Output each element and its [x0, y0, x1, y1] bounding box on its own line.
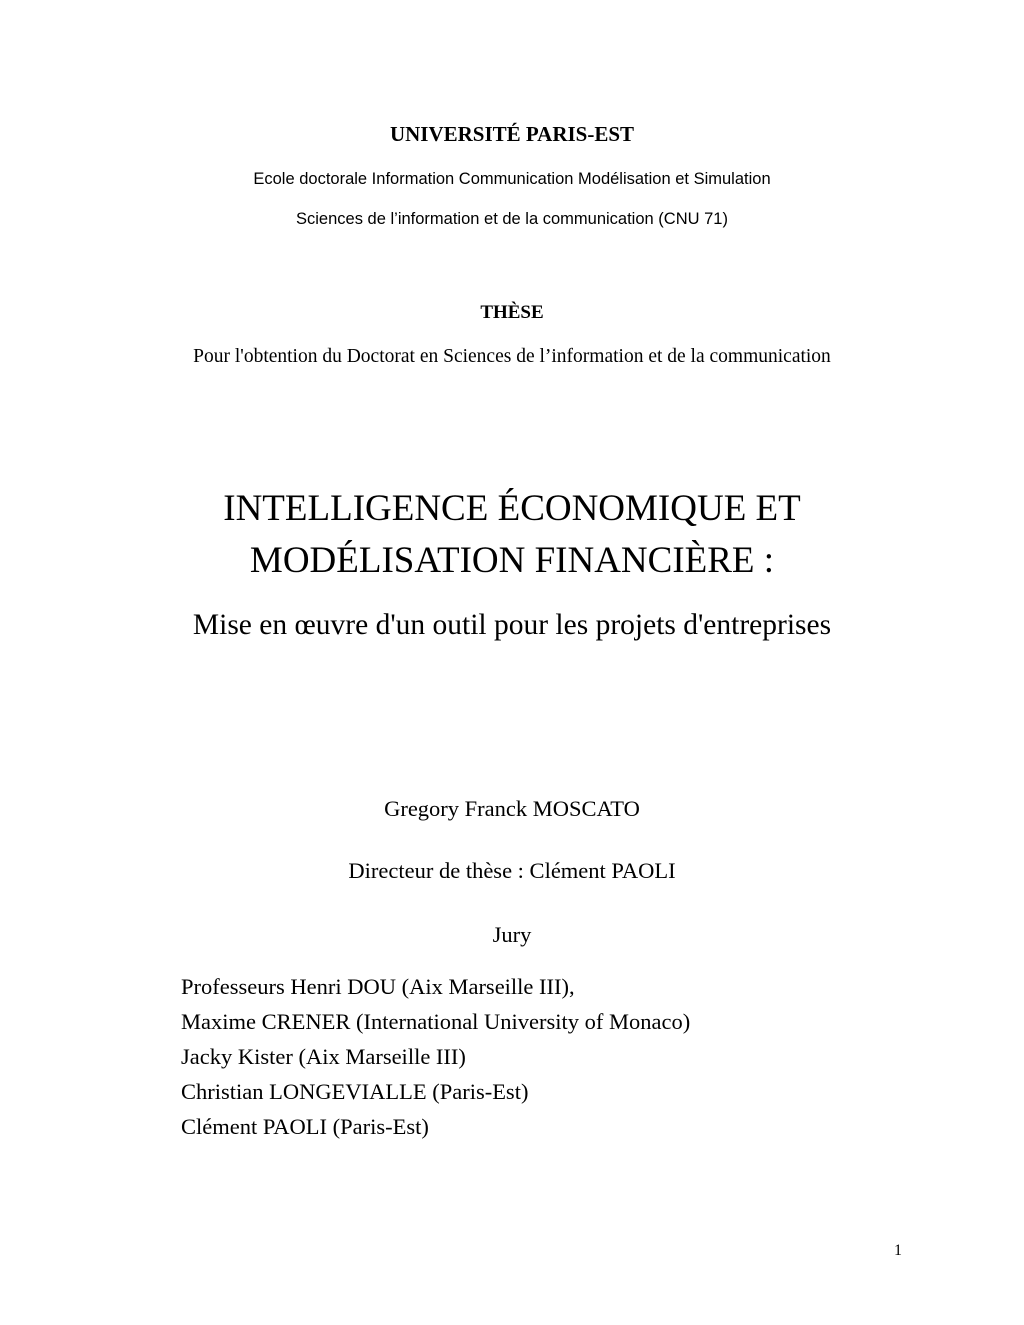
thesis-purpose: Pour l'obtention du Doctorat en Sciences de l’information et de la communication — [193, 346, 831, 367]
jury-member: Jacky Kister (Aix Marseille III) — [181, 1044, 466, 1069]
thesis-director: Directeur de thèse : Clément PAOLI — [348, 858, 676, 883]
subtitle: Mise en œuvre d'un outil pour les projets d'entreprises — [192, 609, 832, 641]
author-name: Gregory Franck MOSCATO — [384, 796, 640, 821]
jury-heading: Jury — [492, 922, 532, 947]
university-name: UNIVERSITÉ PARIS-EST — [389, 122, 635, 146]
jury-member: Maxime CRENER (International University of Monaco) — [181, 1009, 691, 1034]
title-line-1: INTELLIGENCE ÉCONOMIQUE ET — [223, 488, 801, 529]
jury-list — [181, 972, 690, 1147]
jury-member: Clément PAOLI (Paris-Est) — [181, 1114, 429, 1139]
page-number: 1 — [894, 1242, 902, 1259]
jury-member: Christian LONGEVIALLE (Paris-Est) — [181, 1079, 529, 1104]
doctoral-school: Ecole doctorale Information Communication Modélisation et Simulation — [253, 170, 771, 188]
discipline: Sciences de l’information et de la communication (CNU 71) — [296, 210, 728, 228]
title-line-2: MODÉLISATION FINANCIÈRE : — [249, 540, 775, 581]
thesis-label: THÈSE — [480, 302, 544, 323]
jury-member: Professeurs Henri DOU (Aix Marseille III), — [181, 974, 575, 999]
